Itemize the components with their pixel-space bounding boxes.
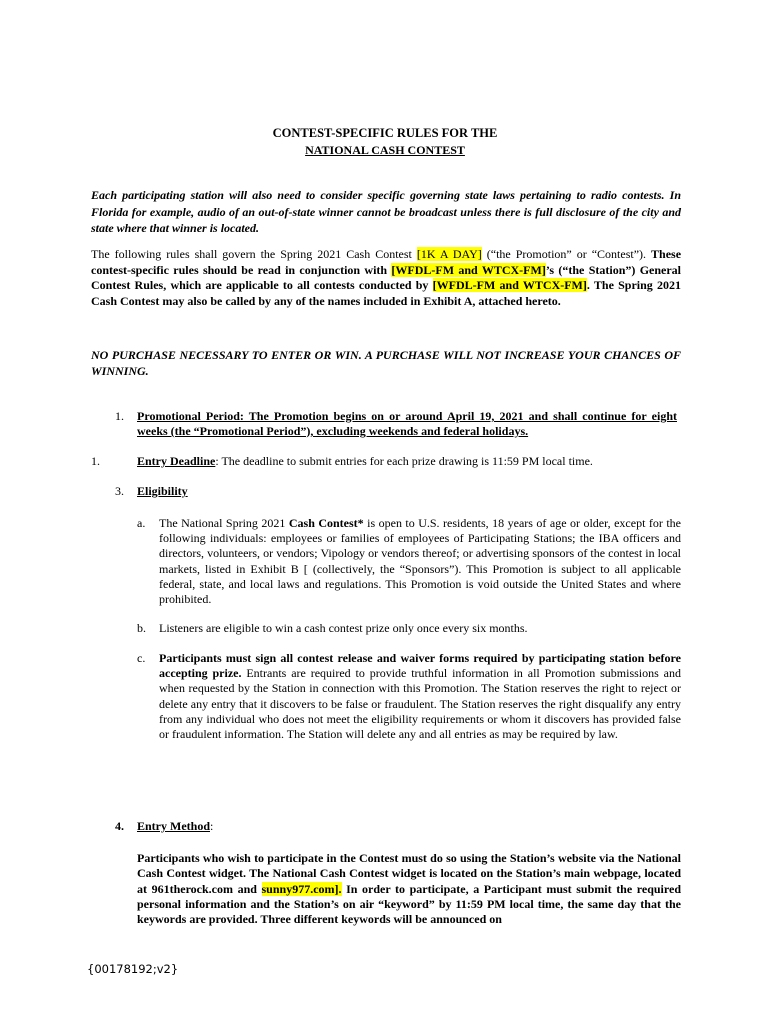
eligibility-item-c (159, 651, 681, 742)
sub-item-label: a. (137, 516, 146, 530)
document-footer-id: {00178192;v2} (87, 962, 179, 976)
entry-method-colon: : (210, 819, 214, 833)
entry-deadline (137, 454, 681, 469)
entry-deadline-text: : The deadline to submit entries for each prize drawing is 11:59 PM local time. (215, 454, 593, 468)
rules-text-1: The following rules shall govern the Spring 2021 Cash Contest (91, 247, 417, 261)
rules-bold-3: . The Spring 2021 Cash Contest may also be called by any of the names included in Exhibit A, attached hereto. (91, 278, 682, 308)
eligibility-c-text: Entrants are required to provide truthful information in all Promotion submissions and when requested by the Station in connection with this Promotion. The Station reserves the right to reject or delete any entry that it discovers to be false or fraudulent. The Station reserves the right disqualify any entry from any individual who does not meet the eligibility requirements or whom it discovers has provided false or fraudulent information. The Station will delete any and all entries as may be required by law. (159, 666, 681, 742)
page-title: CONTEST-SPECIFIC RULES FOR THE (272, 126, 498, 140)
intro-notice: Each participating station will also need to consider specific governing state laws pertaining to radio contests. In Florida for example, audio of an out-of-state winner cannot be broadcast unless there is full disclosure of the city and state where that winner is located. (91, 188, 681, 235)
website-highlight: sunny977.com]. (261, 881, 342, 896)
eligibility-a-bold: Cash Contest* (288, 516, 364, 530)
rules-text-2: (“the Promotion” or “Contest”). (481, 247, 652, 261)
no-purchase-notice: NO PURCHASE NECESSARY TO ENTER OR WIN. A PURCHASE WILL NOT INCREASE YOUR CHANCES OF WINNING. (91, 348, 681, 378)
eligibility-item-b: Listeners are eligible to win a cash contest prize only once every six months. (159, 621, 528, 635)
rules-bold-2: ’s (“the Station”) General Contest Rules, which are applicable to all contests conducted by (91, 262, 682, 292)
section-number: 4. (115, 819, 124, 833)
entry-method-heading (137, 819, 681, 834)
eligibility-heading: Eligibility (137, 484, 188, 498)
section-number: 1. (115, 409, 124, 423)
entry-method-label: Entry Method (137, 819, 210, 833)
eligibility-item-a (159, 516, 681, 607)
sub-item-label: b. (137, 621, 146, 635)
section-number: 1. (91, 454, 100, 468)
entry-method-bold-2: In order to participate, a Participant must submit the required personal information and the Station’s on air “keyword” by 11:59 PM local time, the same day that the keywords are provided. Three different keywords will be announced on (137, 881, 681, 927)
sub-item-label: c. (137, 651, 146, 665)
section-number: 3. (115, 484, 124, 498)
entry-deadline-label: Entry Deadline (137, 454, 216, 468)
eligibility-a-text-1: The National Spring 2021 (159, 516, 289, 530)
promotional-period: Promotional Period: The Promotion begins on or around April 19, 2021 and shall continue for eight weeks (the “Promotional Period”), excluding weekends and federal holidays. (137, 409, 677, 438)
eligibility-a-text-2: is open to U.S. residents, 18 years of age or older, except for the following individuals: employees or families of employees of Participating Stations; the IBA officers and directors, volunteers, or vendors; Vipology or vendors thereof; or advertising sponsors of the contest in local markets, listed in Exhibit B [ (collectively, the “Sponsors”). This Promotion is subject to all applicable federal, state, and local laws and regulations. This Promotion is void outside the United States and where prohibited. (159, 516, 681, 607)
station-name-highlight: [WFDL-FM and WTCX-FM] (391, 262, 546, 277)
station-name-highlight-2: [WFDL-FM and WTCX-FM] (432, 278, 587, 292)
entry-method-bold-1: Participants who wish to participate in the Contest must do so using the Station’s website via the National Cash Contest widget. The National Cash Contest widget is located on the Station’s main webpage, located at 961therock.com and (137, 851, 681, 896)
rules-paragraph (91, 247, 681, 309)
entry-method-paragraph (137, 851, 681, 927)
contest-name-highlight: [1K A DAY] (416, 247, 482, 261)
rules-bold-1: These contest-specific rules should be read in conjunction with (91, 247, 682, 277)
eligibility-c-bold: Participants must sign all contest release and waiver forms required by participating station before accepting prize. (159, 651, 681, 681)
page-subtitle: NATIONAL CASH CONTEST (305, 143, 465, 157)
